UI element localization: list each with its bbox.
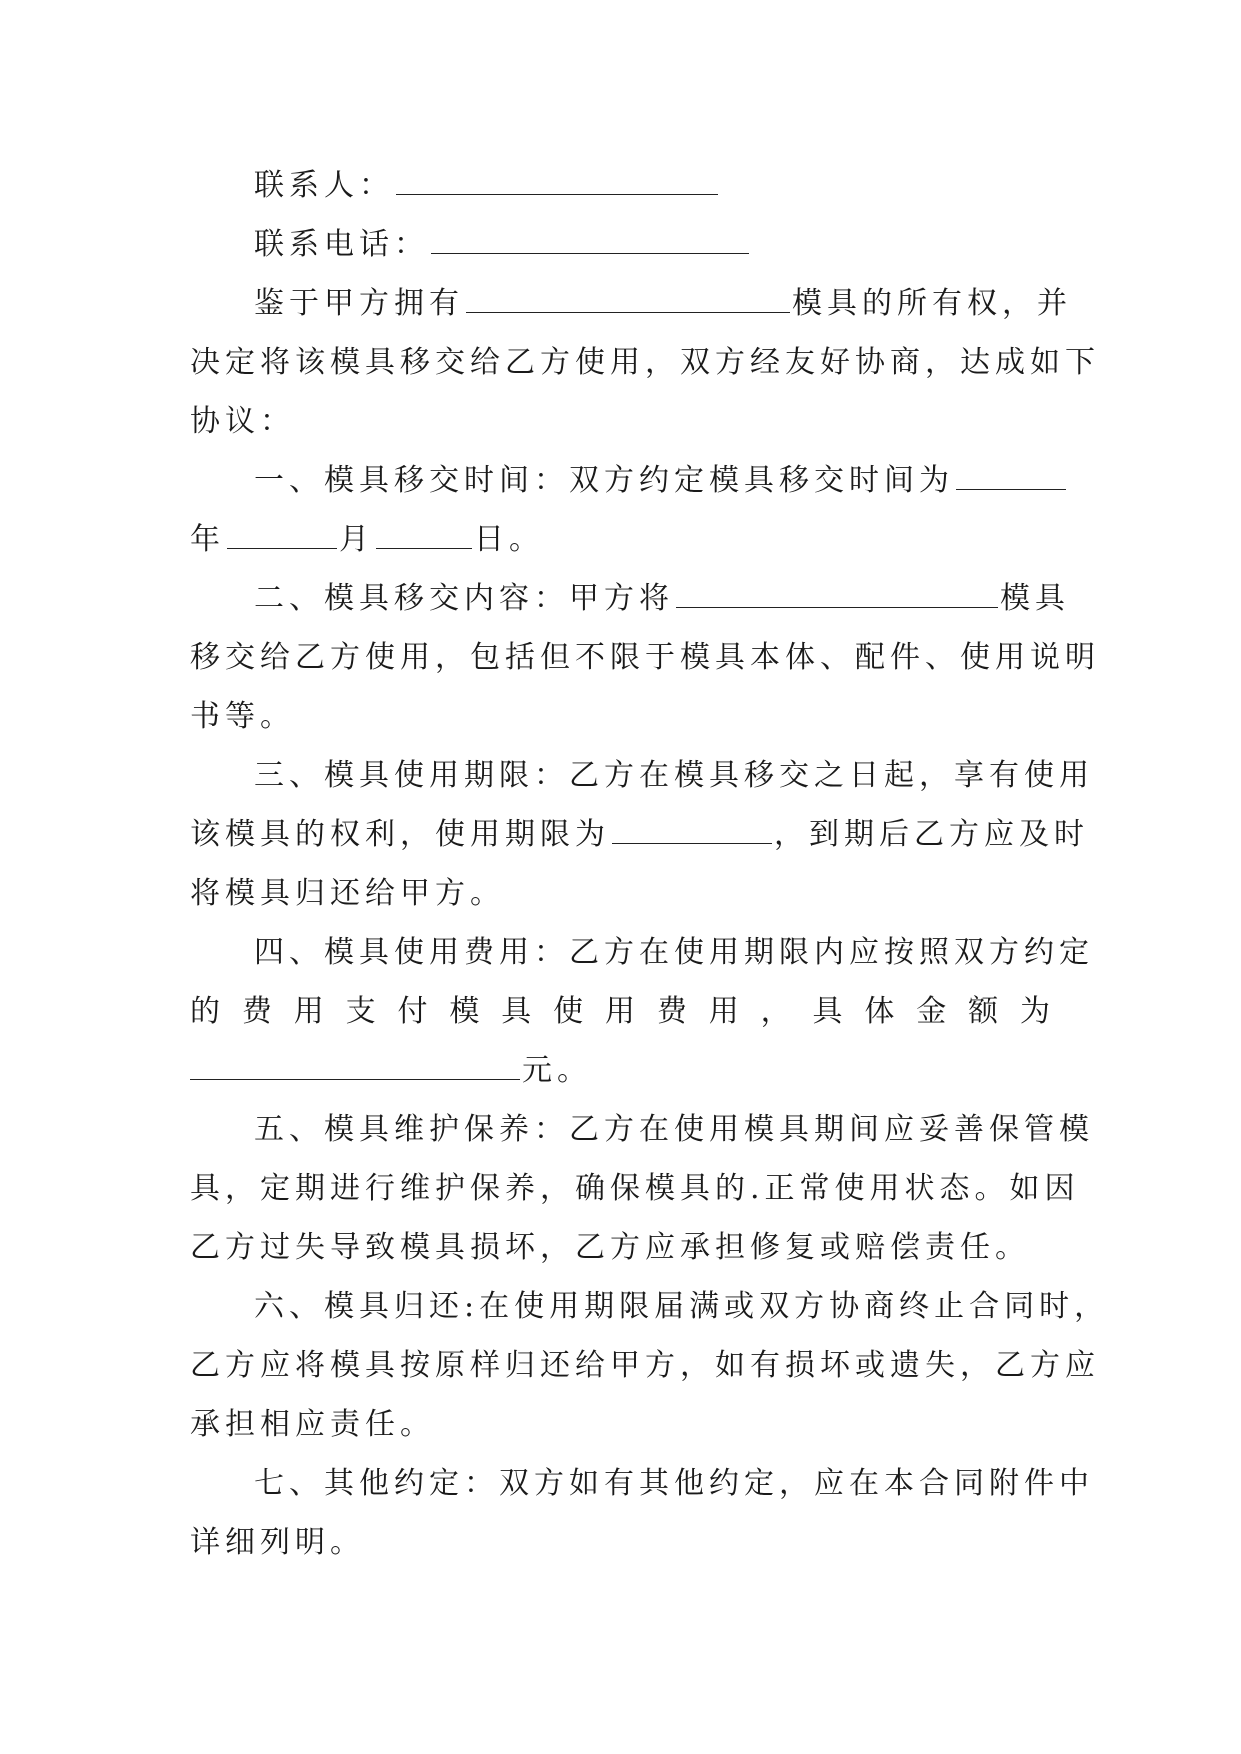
clause4-char: 为	[1020, 994, 1050, 1029]
clause3-line-1: 三、模具使用期限：乙方在模具移交之日起，享有使用	[254, 758, 1094, 793]
clause2-text-2: 模具	[1000, 581, 1070, 616]
contact-person-blank[interactable]	[396, 174, 718, 195]
mold-name-blank[interactable]	[466, 292, 790, 313]
intro-line-1	[254, 275, 1072, 333]
clause2-line-3: 书等。	[190, 699, 295, 734]
clause4-char: 付	[397, 994, 428, 1029]
handover-day-blank[interactable]	[376, 528, 472, 549]
clause3-line-3: 将模具归还给甲方。	[190, 876, 505, 911]
clause3-text-2b: ，到期后乙方应及时	[774, 817, 1089, 852]
month-label: 月	[339, 522, 374, 557]
clause7-line-1: 七、其他约定：双方如有其他约定，应在本合同附件中	[254, 1466, 1094, 1501]
clause5-line-3: 乙方过失导致模具损坏，乙方应承担修复或赔偿责任。	[190, 1230, 1030, 1265]
clause4-char: 体	[864, 994, 895, 1029]
clause4-char: 用	[605, 994, 635, 1029]
clause4-char: 具	[812, 994, 843, 1029]
clause4-char: 使	[553, 994, 584, 1029]
contact-phone-line	[254, 216, 1050, 274]
contact-person-line	[254, 157, 1050, 215]
clause1-line-2	[190, 511, 1050, 569]
clause2-text-1: 二、模具移交内容：甲方将	[254, 581, 674, 616]
fee-amount-blank[interactable]	[190, 1059, 520, 1080]
clause2-line-2: 移交给乙方使用，包括但不限于模具本体、配件、使用说明	[190, 640, 1100, 675]
contact-phone-label: 联系电话：	[254, 227, 429, 262]
clause4-char: ，	[760, 994, 791, 1029]
clause4-char: 费	[656, 994, 687, 1029]
usage-period-blank[interactable]	[612, 823, 772, 844]
clause1-text: 一、模具移交时间：双方约定模具移交时间为	[254, 463, 954, 498]
clause4-char: 模	[449, 994, 480, 1029]
clause2-line-1	[254, 570, 1070, 628]
handover-mold-blank[interactable]	[676, 587, 998, 608]
contact-phone-blank[interactable]	[431, 233, 749, 254]
clause4-char: 金	[916, 994, 947, 1029]
intro-line-2: 决定将该模具移交给乙方使用，双方经友好协商，达成如下	[190, 345, 1100, 380]
clause4-line-2	[190, 983, 1050, 1041]
clause4-char: 支	[345, 994, 376, 1029]
clause4-line-3	[190, 1042, 1050, 1100]
intro-text-2: 模具的所有权，并	[792, 286, 1072, 321]
clause4-char: 用	[708, 994, 739, 1029]
clause4-char: 额	[968, 994, 999, 1029]
clause3-text-2a: 该模具的权利，使用期限为	[190, 817, 610, 852]
clause4-line-1: 四、模具使用费用：乙方在使用期限内应按照双方约定	[254, 935, 1094, 970]
clause5-line-1: 五、模具维护保养：乙方在使用模具期间应妥善保管模	[254, 1112, 1094, 1147]
clause3-line-2	[190, 806, 1089, 864]
handover-year-blank[interactable]	[956, 469, 1066, 490]
intro-text-1: 鉴于甲方拥有	[254, 286, 464, 321]
clause4-char: 具	[501, 994, 532, 1029]
clause4-char: 用	[293, 994, 324, 1029]
year-label: 年	[190, 522, 225, 557]
clause4-char: 费	[241, 994, 272, 1029]
intro-line-3: 协议：	[190, 404, 295, 439]
contact-person-label: 联系人：	[254, 168, 394, 203]
clause6-line-2: 乙方应将模具按原样归还给甲方，如有损坏或遗失，乙方应	[190, 1348, 1100, 1383]
clause4-char: 的	[190, 994, 220, 1029]
clause7-line-2: 详细列明。	[190, 1525, 365, 1560]
clause6-line-3: 承担相应责任。	[190, 1407, 435, 1442]
fee-unit: 元。	[522, 1053, 592, 1088]
clause1-line-1	[254, 452, 1050, 510]
clause6-line-1: 六、模具归还:在使用期限届满或双方协商终止合同时，	[254, 1289, 1110, 1324]
handover-month-blank[interactable]	[227, 528, 337, 549]
clause5-line-2: 具，定期进行维护保养，确保模具的.正常使用状态。如因	[190, 1171, 1080, 1206]
day-label: 日。	[474, 522, 544, 557]
